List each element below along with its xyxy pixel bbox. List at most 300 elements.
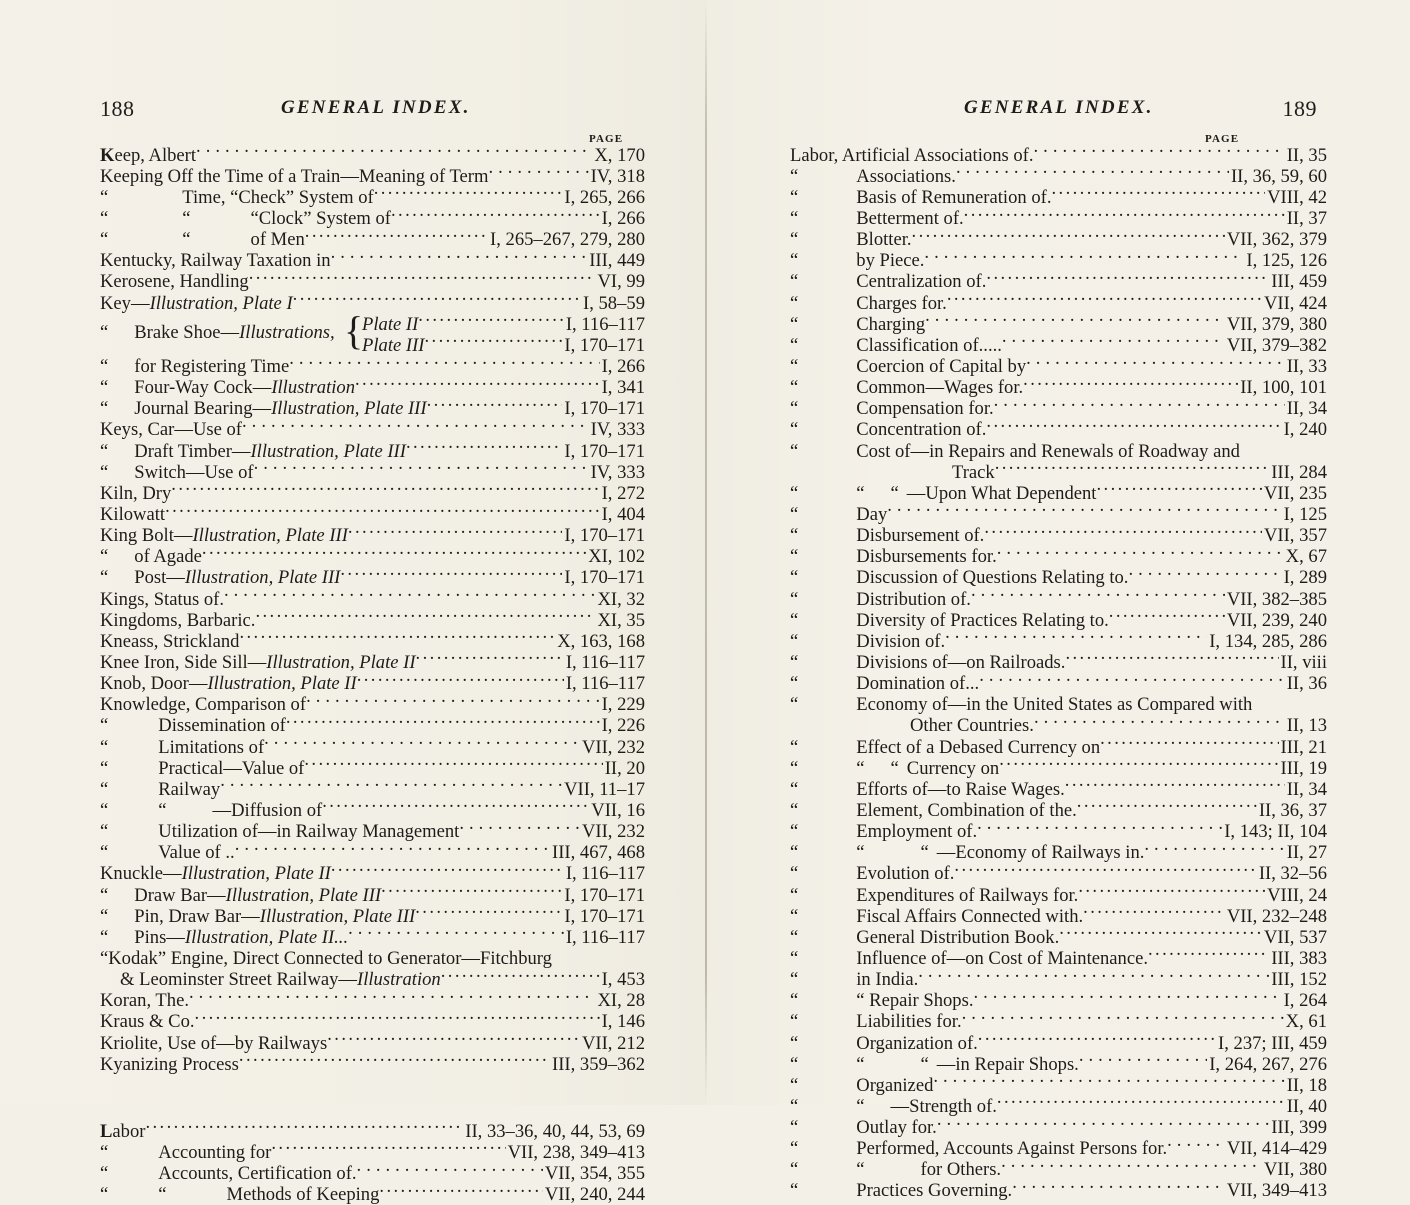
leader-dots: [1128, 565, 1281, 584]
entry-text: Knob, Door—: [100, 673, 208, 695]
entry-text: Knowledge, Comparison of: [100, 694, 307, 716]
entry-reference: VII, 379–382: [1226, 334, 1327, 356]
ditto-mark: “: [790, 757, 799, 779]
index-entry: [362, 311, 645, 335]
entry-text: Organized: [856, 1074, 934, 1096]
index-entry: [790, 988, 1327, 1012]
ditto-mark: “: [182, 208, 191, 230]
leader-dots: [306, 692, 600, 711]
entry-text: Value of ..: [158, 842, 235, 864]
leader-dots: [224, 586, 596, 605]
index-entry: [100, 755, 645, 779]
leader-dots: [1001, 1157, 1262, 1176]
entry-reference: I, 266: [601, 356, 645, 378]
index-entry: [790, 142, 1327, 166]
entry-text: Diversity of Practices Relating to.: [856, 609, 1109, 631]
entry-reference: III, 467, 468: [552, 842, 645, 864]
ditto-mark: “: [790, 1011, 799, 1033]
entry-text: —Economy of Railways in.: [936, 842, 1145, 864]
leader-dots: [974, 988, 1282, 1007]
index-entry-braced: [100, 308, 645, 356]
entry-reference: I, 170–171: [564, 905, 645, 927]
entry-reference: I, 453: [601, 969, 645, 991]
entry-text: Organization of.: [856, 1032, 978, 1054]
entry-text: Switch—Use of: [134, 461, 254, 483]
entry-text-italic: Plate II: [362, 313, 419, 335]
entry-text: Blotter.: [856, 229, 912, 251]
index-entry: [790, 586, 1327, 610]
entry-text: Kneass, Strickland: [100, 630, 240, 652]
ditto-mark: “: [790, 525, 799, 547]
ditto-mark: “: [790, 546, 799, 568]
ditto-mark: “: [100, 208, 109, 230]
ditto-mark: “: [100, 736, 109, 758]
entry-reference: VI, 99: [597, 271, 645, 293]
index-entry: [100, 248, 645, 272]
leader-dots: [441, 967, 600, 986]
ditto-mark: “: [856, 482, 865, 504]
index-entry: [790, 1114, 1327, 1139]
ditto-mark: “: [790, 334, 799, 356]
ditto-mark: “: [100, 842, 109, 864]
entry-text-italic: Illustration: [357, 969, 441, 991]
entry-reference: I, 265, 266: [564, 186, 645, 208]
index-entry: [790, 353, 1327, 377]
leader-dots: [1002, 332, 1225, 351]
leader-dots: [340, 565, 562, 584]
entry-reference: X, 163, 168: [557, 630, 645, 652]
ditto-mark: “: [790, 271, 799, 293]
ditto-mark: “: [100, 821, 109, 843]
leader-dots: [912, 227, 1225, 246]
entry-text: Knuckle—: [100, 863, 182, 885]
index-entry: [790, 417, 1327, 441]
leader-dots: [427, 396, 563, 415]
leader-dots: [1034, 713, 1285, 732]
index-entry: [100, 523, 645, 547]
ditto-mark: “: [100, 778, 109, 800]
leader-dots: [254, 459, 589, 478]
leader-dots: [964, 205, 1285, 224]
index-entry: [100, 903, 645, 927]
leader-dots: [918, 966, 1269, 985]
ditto-mark: “: [790, 884, 799, 906]
entry-reference: III, 459: [1271, 271, 1327, 293]
leader-dots: [971, 586, 1225, 605]
index-entry: [100, 1160, 645, 1185]
leader-dots: [406, 438, 562, 457]
entry-text: King Bolt—: [100, 525, 193, 547]
left-page-column-label: PAGE: [589, 133, 624, 145]
entry-text: General Distribution Book.: [856, 926, 1060, 948]
ditto-mark: “: [100, 757, 109, 779]
leader-dots: [924, 248, 1244, 267]
leader-dots: [381, 882, 562, 901]
entry-text: Other Countries.: [910, 715, 1034, 737]
entry-reference: IV, 333: [590, 461, 645, 483]
right-page-folio: 189: [1282, 96, 1317, 121]
entry-reference: I, 116–117: [565, 926, 645, 948]
entry-reference: I, 58–59: [583, 292, 645, 314]
index-entry: [100, 1182, 645, 1203]
index-entry: [790, 1178, 1327, 1202]
entry-text: Practical—Value of: [158, 757, 305, 779]
index-entry: [790, 544, 1327, 568]
leader-dots: [1148, 945, 1269, 964]
entry-text: Four-Way Cock—: [134, 377, 272, 399]
ditto-mark: “: [790, 736, 799, 758]
index-entry: [100, 1009, 645, 1033]
ditto-mark: “: [790, 651, 799, 673]
leader-dots: [322, 797, 589, 816]
leader-dots: [1079, 1051, 1207, 1070]
index-entry: [790, 1136, 1327, 1160]
index-entry: [100, 480, 645, 504]
entry-reference: I, 146: [601, 1011, 645, 1033]
ditto-mark: “: [790, 990, 799, 1012]
leader-dots: [1167, 1136, 1225, 1155]
brace-glyph: {: [344, 308, 364, 354]
entry-text: Centralization of.: [856, 271, 987, 293]
entry-text: Time, “Check” System of: [182, 186, 374, 208]
entry-text: Draw Bar—: [134, 884, 226, 906]
entry-text: Associations.: [856, 165, 956, 187]
index-entry: [790, 692, 1327, 716]
entry-text: Kriolite, Use of—by Railways: [100, 1032, 328, 1054]
index-entry: [100, 565, 645, 589]
index-entry: [790, 523, 1327, 547]
index-entry: [100, 353, 645, 378]
index-entry: [790, 269, 1327, 293]
entry-text: of Men: [250, 229, 305, 251]
index-entry: [100, 713, 645, 737]
leader-dots: [424, 332, 562, 351]
entry-reference: XI, 32: [597, 588, 645, 610]
leader-dots: [1026, 353, 1285, 372]
index-entry: [100, 776, 645, 800]
ditto-mark: “: [920, 842, 929, 864]
ditto-mark: “: [790, 292, 799, 314]
ditto-mark: “: [100, 461, 109, 483]
entry-reference: I, 240: [1283, 419, 1327, 441]
entry-reference: II, 36, 59, 60: [1230, 165, 1327, 187]
ditto-mark: “: [100, 546, 109, 568]
leader-dots: [994, 396, 1285, 415]
index-entry: [362, 332, 645, 356]
ditto-mark: “: [100, 229, 109, 251]
ditto-mark: “: [790, 482, 799, 504]
ditto-mark: “: [790, 1117, 799, 1139]
index-entry: [100, 501, 645, 525]
leader-dots: [962, 1009, 1284, 1028]
leader-dots: [1252, 692, 1325, 711]
entry-text-italic: Illustration, Plate III: [225, 884, 382, 906]
entry-text: for Registering Time: [134, 356, 290, 378]
entry-reference: VII, 424: [1264, 292, 1327, 314]
leader-dots: [1023, 375, 1238, 394]
entry-text: by Piece.: [856, 250, 925, 272]
entry-reference: VII, 537: [1264, 926, 1327, 948]
leader-dots: [1065, 776, 1285, 795]
index-entry: [100, 396, 645, 420]
index-entry: [790, 501, 1327, 525]
entry-text: Compensation for.: [856, 398, 994, 420]
entry-text: Division of.: [856, 630, 946, 652]
entry-reference: II, 33: [1286, 356, 1327, 377]
leader-dots: [348, 523, 563, 542]
leader-dots: [171, 480, 599, 499]
entry-reference: II, 34: [1286, 398, 1327, 420]
index-entry: [790, 903, 1327, 927]
entry-reference: III, 399: [1271, 1117, 1327, 1139]
entry-text: Common—Wages for.: [856, 377, 1024, 399]
index-entry: [100, 882, 645, 906]
leader-dots: [357, 1160, 543, 1179]
leader-dots: [995, 459, 1270, 478]
entry-reference: I, 116–117: [565, 651, 645, 673]
ditto-mark: “: [100, 884, 109, 906]
index-entry: [790, 776, 1327, 800]
entry-reference: II, 27: [1286, 842, 1327, 864]
entry-reference: XI, 28: [597, 990, 645, 1012]
index-entry: [790, 565, 1327, 589]
entry-text: “ Repair Shops.: [856, 990, 974, 1012]
entry-reference: I, 237; III, 459: [1218, 1032, 1327, 1054]
entry-reference: VII, 349–413: [1226, 1180, 1327, 1202]
entry-reference: I, 116–117: [565, 313, 645, 335]
entry-text: Track: [952, 461, 995, 483]
index-entry: [100, 184, 645, 208]
entry-reference: I, 265–267, 279, 280: [490, 229, 645, 251]
index-entry: [100, 924, 645, 948]
ditto-mark: “: [790, 1074, 799, 1096]
ditto-mark: “: [100, 799, 109, 821]
entry-text-italic: Illustration, Plate II...: [184, 926, 349, 948]
entry-text: eep, Albert: [114, 144, 197, 166]
leader-dots: [235, 840, 550, 859]
index-entry: [100, 819, 645, 843]
index-entry: [100, 586, 645, 610]
entry-reference: X, 170: [594, 144, 645, 166]
leader-dots: [357, 671, 564, 690]
section-break: [100, 1072, 645, 1118]
entry-text: Draft Timber—: [134, 440, 251, 462]
index-entry: [100, 671, 645, 695]
entry-text: Divisions of—on Railroads.: [856, 651, 1066, 673]
ditto-mark: “: [790, 250, 799, 272]
leader-dots: [305, 227, 488, 246]
entry-text-italic: Illustration, Plate III: [192, 525, 348, 547]
entry-text: Accounts, Certification of.: [158, 1163, 357, 1185]
entry-text: Knee Iron, Side Sill—: [100, 651, 267, 673]
ditto-mark: “: [790, 905, 799, 927]
entry-text: Employment of.: [856, 821, 978, 843]
index-entry: [790, 755, 1327, 779]
ditto-mark: “: [100, 715, 109, 737]
entry-text-italic: Plate III: [362, 334, 425, 356]
entry-reference: I, 229: [601, 694, 645, 716]
entry-reference: VII, 238, 349–413: [507, 1141, 645, 1163]
ditto-mark: “: [856, 1053, 865, 1075]
index-entry: [790, 966, 1327, 991]
leader-dots: [954, 861, 1256, 880]
ditto-mark: “: [890, 757, 899, 779]
index-entry: [790, 607, 1327, 631]
leader-dots: [986, 417, 1281, 436]
index-entry: [100, 607, 645, 631]
index-entry: [790, 671, 1327, 695]
index-entry: [100, 840, 645, 864]
entry-text: Coercion of Capital by: [856, 356, 1027, 377]
index-entry: [100, 459, 645, 483]
index-entry: [790, 734, 1327, 758]
ditto-mark: “: [790, 969, 799, 991]
entry-text: Basis of Remuneration of.: [856, 186, 1052, 208]
entry-text: Betterment of.: [856, 208, 964, 230]
entry-reference: I, 116–117: [565, 863, 645, 885]
entry-text: Kraus & Co.: [100, 1011, 195, 1033]
entry-reference: I, 272: [601, 482, 645, 504]
ditto-mark: “: [100, 440, 109, 462]
leader-dots: [249, 269, 596, 288]
leader-dots: [945, 628, 1207, 647]
entry-reference: I, 170–171: [564, 334, 645, 356]
right-page-column-label: PAGE: [1205, 133, 1240, 145]
entry-text-italic: Illustration, Plate III: [271, 398, 427, 420]
entry-reference: I, 341: [601, 377, 645, 399]
entry-text: Day: [856, 503, 888, 525]
index-entry: [100, 417, 645, 441]
index-entry: [790, 438, 1327, 462]
entry-text: Limitations of: [158, 736, 265, 758]
index-entry: [100, 1030, 645, 1054]
index-entry: [790, 1093, 1327, 1117]
leader-dots: [271, 1139, 505, 1158]
left-page-header: [0, 96, 706, 122]
entry-reference: I, 404: [601, 504, 645, 525]
ditto-mark: “: [790, 630, 799, 652]
leader-dots: [145, 1118, 463, 1137]
entry-text: Distribution of.: [856, 588, 971, 610]
entry-reference: III, 449: [589, 250, 645, 272]
ditto-mark: “: [790, 1053, 799, 1075]
entry-reference: III, 19: [1280, 757, 1327, 779]
entry-text: Disbursements for.: [856, 546, 997, 568]
right-page: [706, 0, 1410, 1202]
index-entry: [100, 142, 645, 166]
index-entry: [790, 713, 1327, 737]
entry-reference: II, 40: [1286, 1095, 1327, 1117]
leader-dots: [255, 607, 595, 626]
ditto-mark: “: [100, 567, 109, 589]
ditto-mark: “: [790, 229, 799, 251]
entry-reference: VII, 382–385: [1226, 588, 1327, 610]
leader-dots: [239, 628, 555, 647]
index-entry: [790, 1051, 1327, 1075]
entry-reference: II, 13: [1286, 715, 1327, 737]
leader-dots: [418, 311, 564, 330]
index-entry: [790, 840, 1327, 864]
entry-text: for Others.: [920, 1159, 1002, 1181]
entry-text: abor: [112, 1120, 146, 1142]
leader-dots: [552, 945, 643, 964]
leader-dots: [304, 755, 602, 774]
index-entry: [790, 924, 1327, 948]
leader-dots: [887, 501, 1281, 520]
entry-reference: IV, 318: [590, 165, 645, 187]
ditto-mark: “: [100, 398, 109, 420]
entry-reference: I, 264: [1283, 990, 1327, 1012]
entry-reference: I, 264, 267, 276: [1209, 1053, 1327, 1075]
entry-text: Kings, Status of.: [100, 588, 224, 610]
entry-text: Post—: [134, 567, 185, 589]
entry-reference: II, 18: [1286, 1074, 1327, 1096]
ditto-mark: “: [100, 321, 109, 343]
entry-text: Economy of—in the United States as Compared with: [856, 694, 1253, 716]
entry-reference: I, 170–171: [564, 398, 645, 420]
index-entry: [790, 227, 1327, 251]
entry-reference: II, 33–36, 40, 44, 53, 69: [465, 1120, 645, 1142]
leader-dots: [1100, 734, 1278, 753]
ditto-mark: “: [158, 799, 167, 821]
index-entry: [100, 1118, 645, 1142]
leader-dots: [415, 903, 562, 922]
ditto-mark: “: [790, 1159, 799, 1181]
index-entry: [790, 1157, 1327, 1181]
entry-text: of Agade: [134, 546, 202, 568]
entry-text: Railway: [158, 778, 221, 800]
entry-text: Concentration of.: [856, 419, 987, 441]
entry-reference: VII, 379, 380: [1226, 313, 1327, 335]
ditto-mark: “: [890, 482, 899, 504]
entry-reference: III, 383: [1271, 947, 1327, 969]
entry-initial: L: [100, 1120, 113, 1142]
index-entry: [100, 988, 645, 1012]
entry-reference: II, 32–56: [1258, 863, 1327, 885]
entry-text: Accounting for: [158, 1141, 272, 1163]
ditto-mark: “: [920, 1053, 929, 1075]
ditto-mark: “: [856, 1159, 865, 1181]
entry-reference: VIII, 24: [1267, 884, 1327, 906]
leader-dots: [202, 544, 586, 563]
entry-reference: I, 170–171: [564, 525, 645, 547]
entry-text: Brake Shoe—: [134, 321, 240, 343]
ditto-mark: “: [790, 1095, 799, 1117]
entry-text: Pin, Draw Bar—: [134, 905, 260, 927]
entry-text: Evolution of.: [856, 863, 955, 885]
entry-text-italic: Illustration: [271, 377, 355, 399]
entry-text: Pins—: [134, 926, 185, 948]
entry-initial: K: [100, 144, 115, 166]
leader-dots: [1240, 438, 1325, 457]
right-index-list: [790, 142, 1327, 1202]
leader-dots: [289, 353, 599, 372]
index-entry: [100, 544, 645, 568]
leader-dots: [348, 924, 564, 943]
entry-text: Kentucky, Railway Taxation in: [100, 250, 331, 272]
ditto-mark: “: [790, 398, 799, 420]
index-entry: [790, 480, 1327, 504]
leader-dots: [1034, 142, 1285, 161]
leader-dots: [355, 375, 600, 394]
entry-text: Kiln, Dry: [100, 482, 172, 504]
right-page-header: [706, 96, 1410, 122]
entry-text: Outlay for.: [856, 1117, 937, 1139]
leader-dots: [1059, 924, 1262, 943]
index-entry: [790, 861, 1327, 885]
entry-text: Key—: [100, 292, 150, 314]
index-entry: [100, 375, 645, 399]
